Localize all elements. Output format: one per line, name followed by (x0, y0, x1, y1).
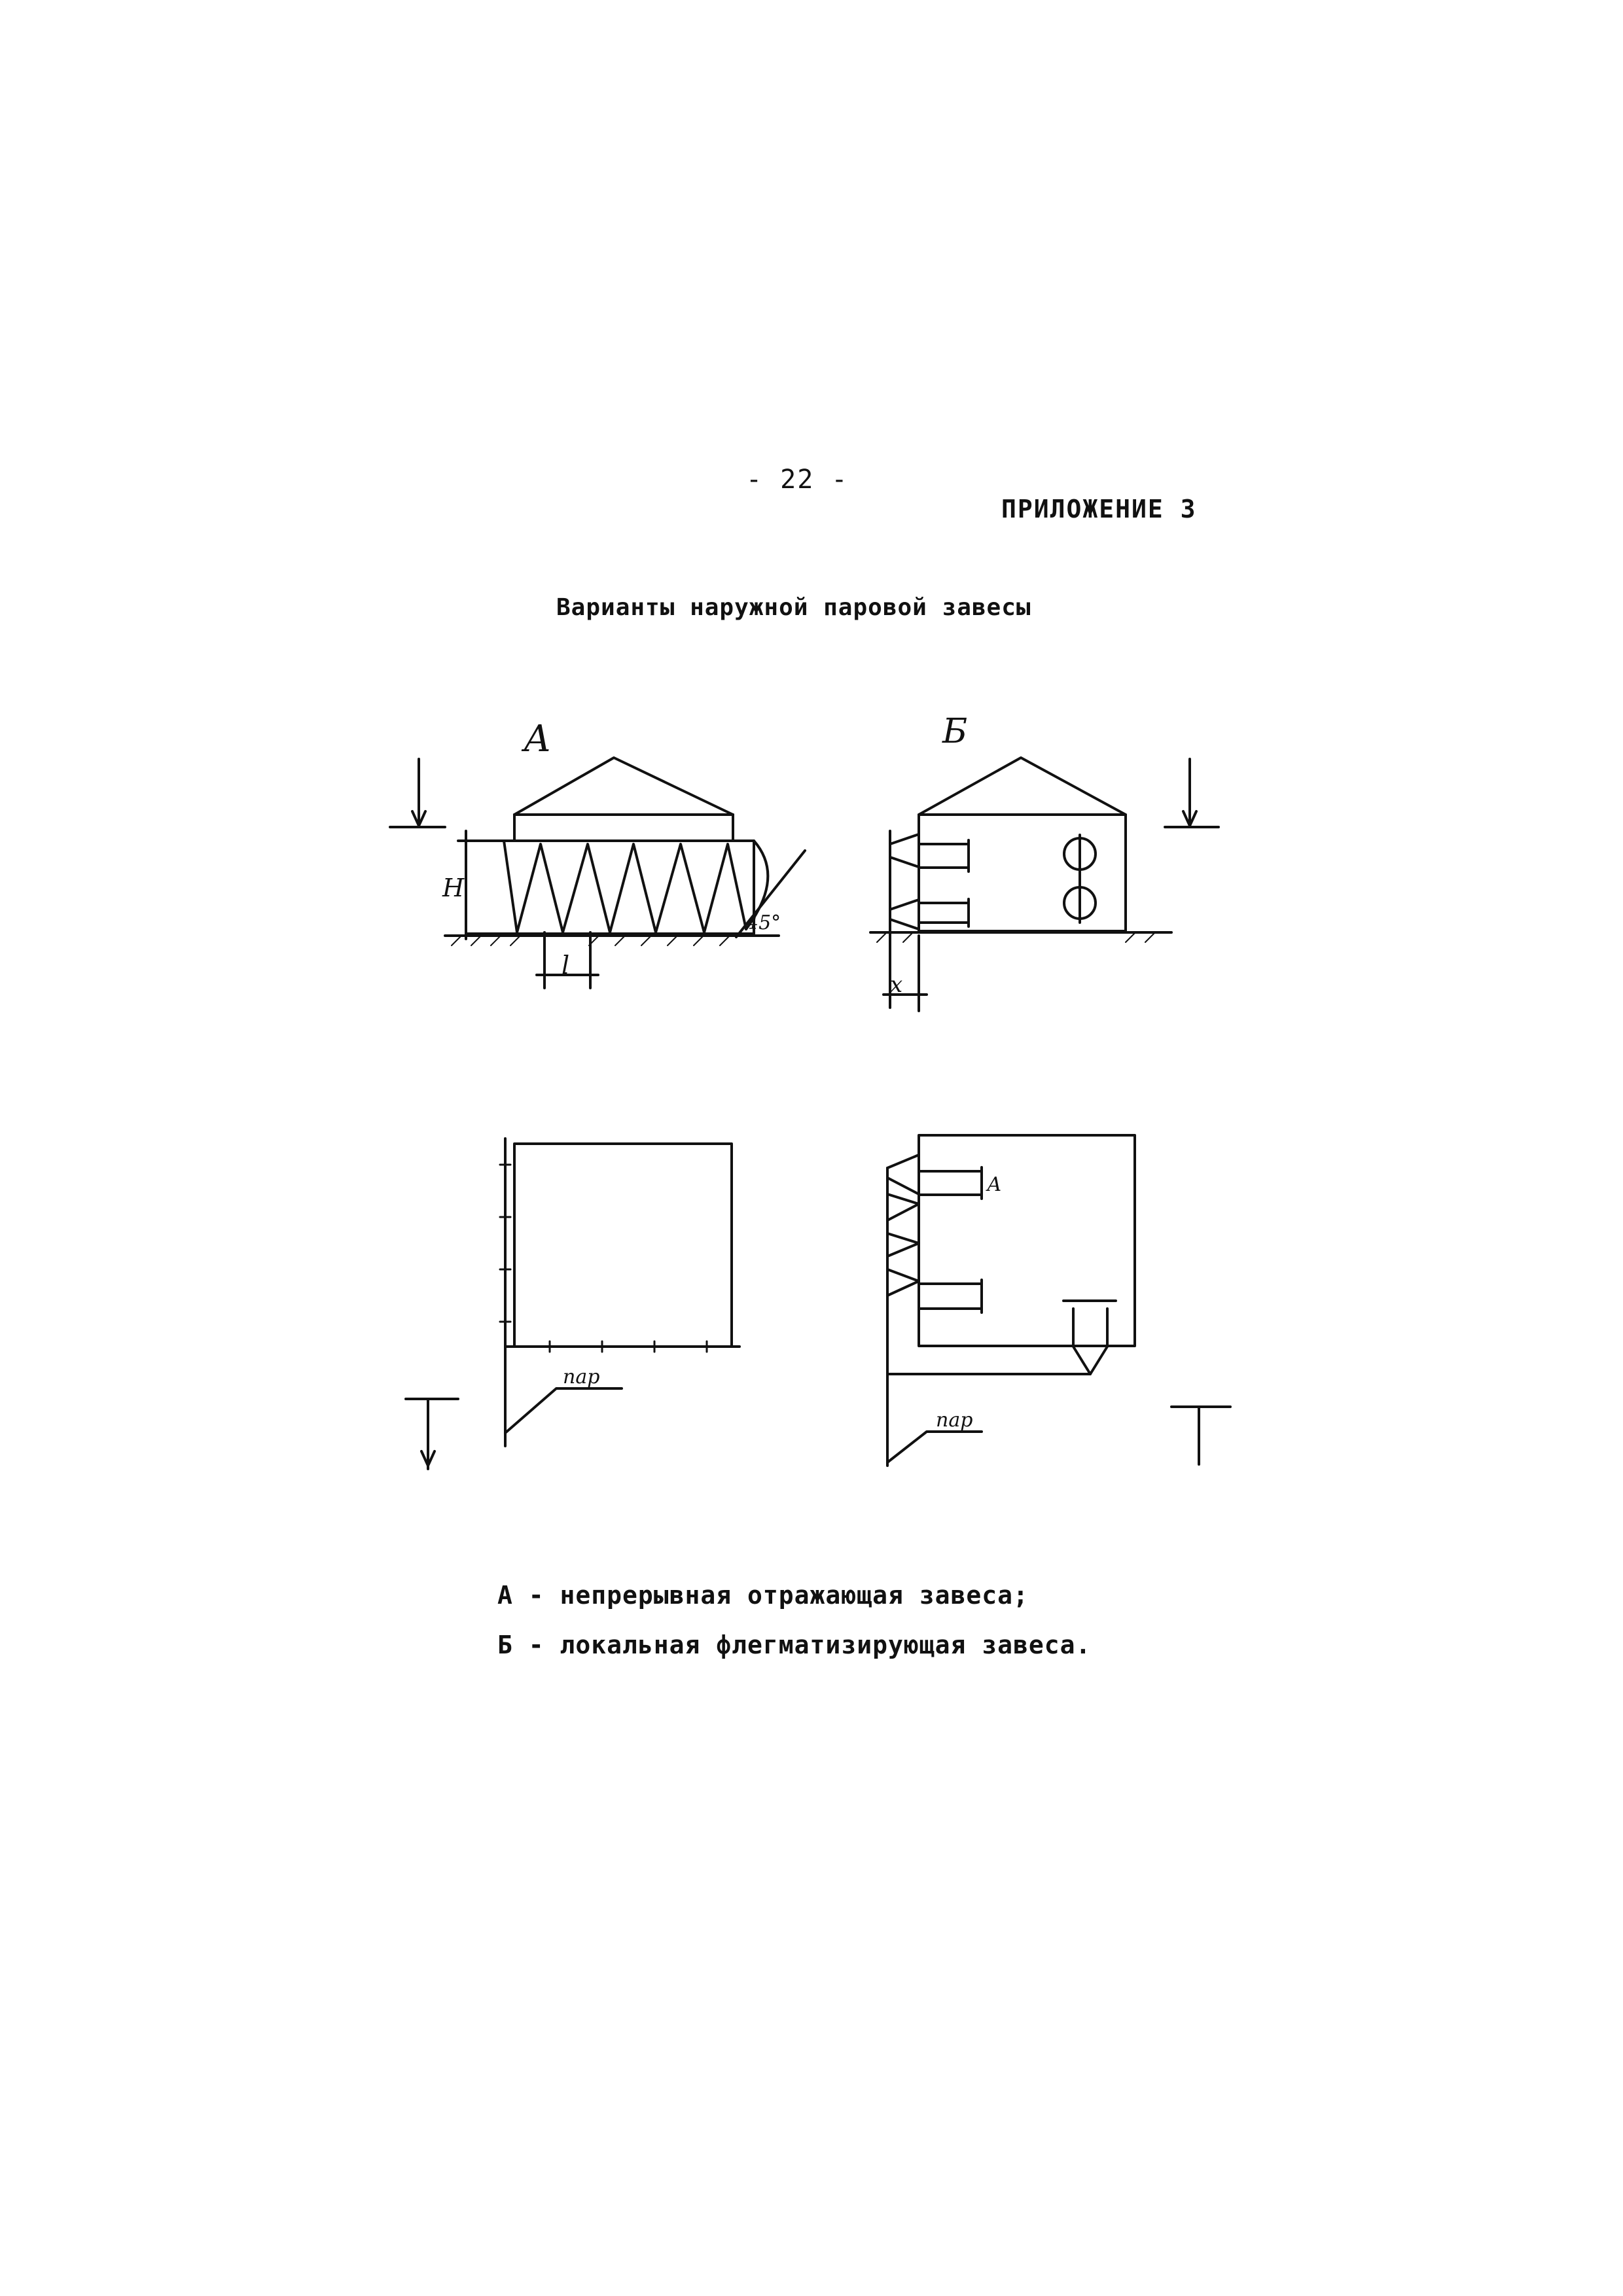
distance-dimension-label: x (890, 972, 903, 998)
variant-b-label: Б (942, 712, 968, 751)
pipe-a-label: А (987, 1173, 1002, 1196)
variant-b-elevation (870, 758, 1219, 1011)
variant-a-elevation (390, 758, 805, 988)
variant-a-plan (406, 1139, 740, 1469)
appendix-heading: ПРИЛОЖЕНИЕ 3 (1001, 495, 1197, 523)
steam-label-b: пар (936, 1409, 973, 1432)
legend-item-a: А - непрерывная отражающая завеса; (497, 1581, 1029, 1610)
page-number: - 22 - (746, 465, 849, 495)
steam-label-a: пар (563, 1366, 600, 1388)
legend (497, 1570, 1091, 1670)
page-title: Варианты наружной паровой завесы (556, 594, 1031, 621)
variant-a-label: А (524, 718, 552, 760)
height-dimension-label: Н (442, 874, 465, 902)
spacing-dimension-label: l (562, 951, 570, 980)
legend-item-b: Б - локальная флегматизирующая завеса. (497, 1631, 1092, 1659)
angle-label: 45° (746, 911, 781, 934)
